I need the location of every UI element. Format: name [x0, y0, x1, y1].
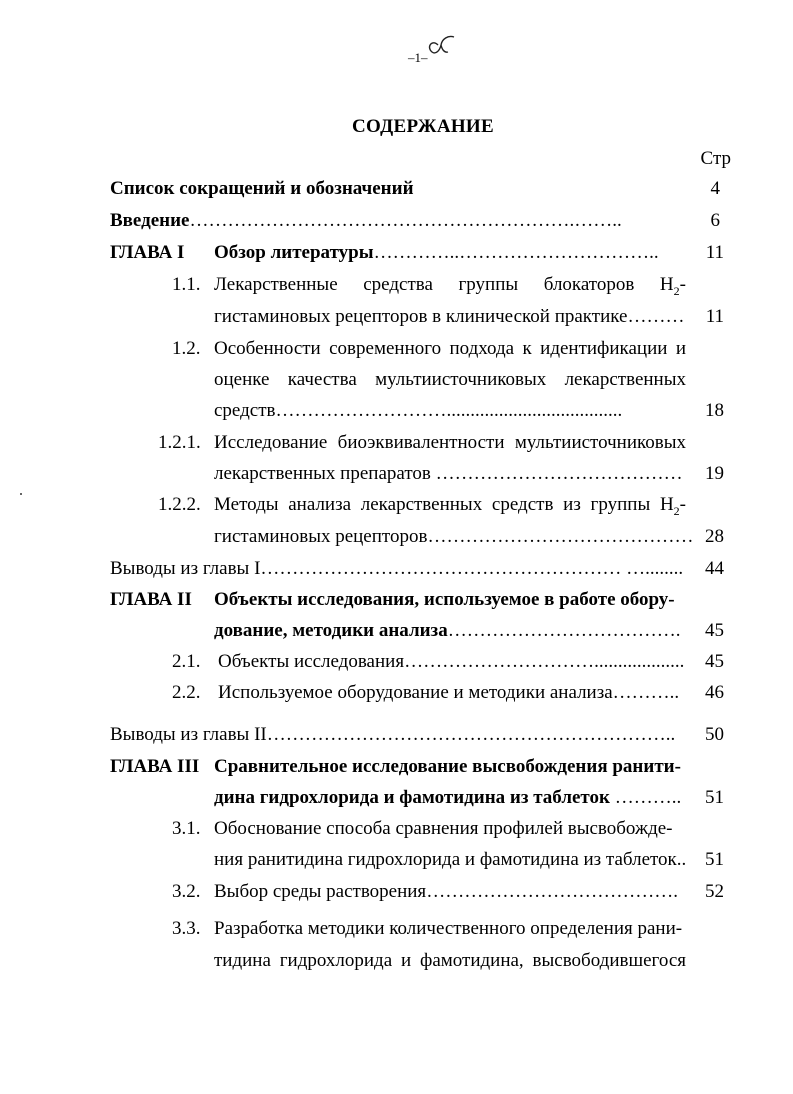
- toc-entry-2-1: Объекты исследования…………………………...................: [218, 651, 685, 672]
- toc-page-1-2-1: 19: [705, 463, 724, 484]
- toc-page-chapter-1: 11: [705, 242, 724, 263]
- toc-entry-1-2-line-1: Особенности современного подхода к идентификации и: [214, 338, 686, 359]
- chapter-3-label: ГЛАВА III: [110, 756, 200, 777]
- toc-entry-2-2: Используемое оборудование и методики анализа………..: [218, 682, 680, 703]
- section-number: 1.2.1.: [158, 432, 201, 453]
- toc-entry-1-2-1-line-1: Исследование биоэквивалентности мультиисточниковых: [214, 432, 686, 453]
- section-number: 3.3.: [172, 918, 201, 939]
- toc-page-abbreviations: 4: [710, 178, 720, 199]
- toc-entry-3-2: Выбор среды растворения………………………………….: [214, 881, 678, 902]
- toc-entry-1-2-line-2: оценке качества мультиисточниковых лекарственных: [214, 369, 686, 390]
- chapter-1-label: ГЛАВА I: [110, 242, 185, 263]
- toc-entry-chapter-3-line-2: дина гидрохлорида и фамотидина из таблеток ………..: [214, 787, 682, 808]
- scan-speck: [20, 493, 22, 495]
- toc-entry-chapter-3-line-1: Сравнительное исследование высвобождения ранити-: [214, 756, 681, 777]
- chapter-2-label: ГЛАВА II: [110, 589, 192, 610]
- toc-entry-intro: Введение…………………………………………………….……..: [110, 210, 622, 231]
- toc-page-intro: 6: [710, 210, 720, 231]
- toc-entry-1-1-line-1: Лекарственные средства группы блокаторов $Н_2-$: [214, 274, 686, 298]
- toc-page-1-2: 18: [705, 400, 724, 421]
- section-number: 3.2.: [172, 881, 201, 902]
- toc-entry-3-3-line-1: Разработка методики количественного определения рани-: [214, 918, 683, 939]
- toc-entry-3-1-line-1: Обоснование способа сравнения профилей высвобожде-: [214, 818, 673, 839]
- toc-entry-abbreviations: Список сокращений и обозначений: [110, 178, 414, 199]
- toc-entry-chapter-2-line-2: дование, методики анализа……………………………….: [214, 620, 681, 641]
- toc-page-conclusions-2: 50: [705, 724, 724, 745]
- page-title: СОДЕРЖАНИЕ: [352, 116, 494, 137]
- toc-entry-3-1-line-2: ния ранитидина гидрохлорида и фамотидина из таблеток..: [214, 849, 687, 870]
- toc-entry-chapter-2-line-1: Объекты исследования, используемое в работе обору-: [214, 589, 675, 610]
- toc-entry-1-2-1-line-2: лекарственных препаратов …………………………………: [214, 463, 683, 484]
- toc-page-chapter-3: 51: [705, 787, 724, 808]
- toc-entry-1-2-2-line-1: Методы анализа лекарственных средств из группы $Н_2-$: [214, 494, 686, 518]
- toc-page-conclusions-1: 44: [705, 558, 724, 579]
- toc-page-2-2: 46: [705, 682, 724, 703]
- page-number: –1–: [408, 50, 428, 65]
- toc-entry-3-3-line-2: тидина гидрохлорида и фамотидина, высвободившегося: [214, 950, 686, 971]
- toc-page-1-2-2: 28: [705, 526, 724, 547]
- toc-entry-1-2-2-line-2: гистаминовых рецепторов……………………………………: [214, 526, 694, 547]
- section-number: 1.2.: [172, 338, 201, 359]
- toc-entry-conclusions-2: Выводы из главы II………………………………………………………..: [110, 724, 676, 745]
- page-column-label: Стр: [700, 148, 731, 169]
- section-number: 1.2.2.: [158, 494, 201, 515]
- toc-page-2-1: 45: [705, 651, 724, 672]
- toc-entry-1-2-line-3: средств……………………….....................................: [214, 400, 623, 421]
- toc-entry-1-1-line-2: гистаминовых рецепторов в клинической практике………: [214, 306, 685, 327]
- toc-entry-conclusions-1: Выводы из главы I………………………………………………… …........: [110, 558, 684, 579]
- section-number: 1.1.: [172, 274, 201, 295]
- section-number: 3.1.: [172, 818, 201, 839]
- toc-page-3-2: 52: [705, 881, 724, 902]
- toc-page-1-1: 11: [705, 306, 724, 327]
- section-number: 2.2.: [172, 682, 201, 703]
- toc-entry-chapter-1: Обзор литературы…………..…………………………..: [214, 242, 659, 263]
- section-number: 2.1.: [172, 651, 201, 672]
- toc-page-chapter-2: 45: [705, 620, 724, 641]
- handwritten-mark: [424, 31, 458, 57]
- toc-page-3-1: 51: [705, 849, 724, 870]
